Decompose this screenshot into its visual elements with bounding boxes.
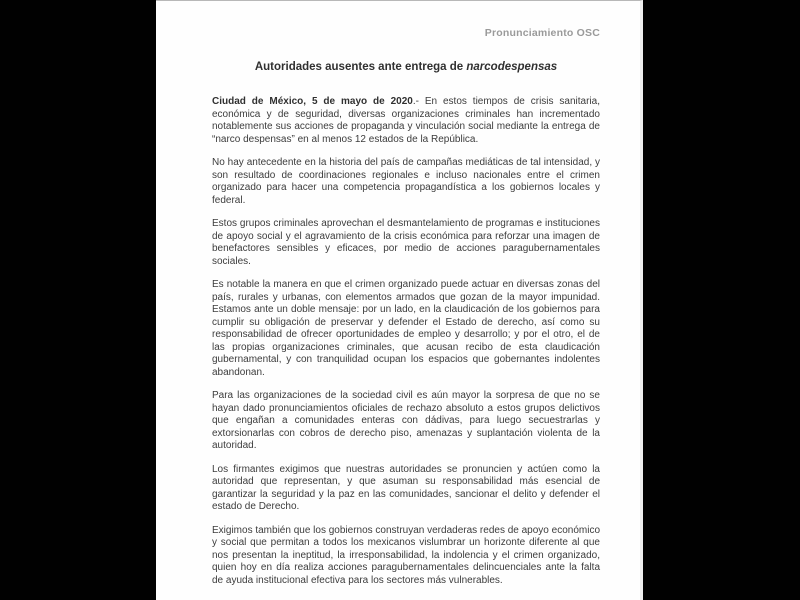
paragraph-intro-text: .- En estos tiempos de crisis sanitaria, económica y de seguridad, diversas organizaciones criminales han incrementado notablemente sus acciones de propaganda y vinculación social mediante la entrega de “narco despensas” en al menos 12 estados de la República.	[212, 96, 600, 145]
page-title	[212, 60, 600, 74]
paragraph-grupos-criminales: Estos grupos criminales aprovechan el desmantelamiento de programas e instituciones de apoyo social y el agravamiento de la crisis económica para reforzar una imagen de benefactores sensibles y eficaces, por medio de acciones paragubernamentales sociales.	[212, 218, 600, 267]
document-content	[156, 1, 640, 587]
document-header-label: Pronunciamiento OSC	[484, 27, 600, 39]
page-title-italic-term: narcodespensas	[466, 61, 558, 73]
paragraph-antecedente: No hay antecedente en la historia del país de campañas mediáticas de tal intensidad, y son resultado de coordinaciones regionales e incluso nacionales entre el crimen organizado para hacer una competencia propagandística a los gobiernos locales y federal.	[212, 157, 600, 206]
paragraph-intro	[212, 96, 600, 146]
paragraph-exigimos-tambien: Exigimos también que los gobiernos construyan verdaderas redes de apoyo económico y social que permitan a todos los mexicanos vislumbrar un horizonte diferente al que nos presentan la ineptitud, la irresponsabilidad, la indolencia y el crimen organizado, quien hoy en día realiza acciones paragubernamentales delincuenciales ante la falta de ayuda institucional efectiva para los sectores más vulnerables.	[212, 524, 601, 586]
page-title-text: Autoridades ausentes ante entrega de	[254, 61, 467, 73]
paragraph-intro-dateline: Ciudad de México, 5 de mayo de 2020	[212, 96, 413, 107]
paragraph-firmantes: Los firmantes exigimos que nuestras autoridades se pronuncien y actúen como la autoridad que representan, y que asuman su responsabilidad más esencial de garantizar la seguridad y la paz en las comunidades, sancionar el delito y defender el estado de Derecho.	[212, 463, 600, 512]
paragraph-doble-mensaje: Es notable la manera en que el crimen organizado puede actuar en diversas zonas del país, rurales y urbanas, con elementos armados que gozan de la mayor impunidad. Estamos ante un doble mensaje: por un lado, en la claudicación de los gobiernos para cumplir su obligación de preservar y defender el Estado de derecho, así como su responsabilidad de ofrecer oportunidades de empleo y desarrollo; y por el otro, el de las propias organizaciones criminales, que acusan recibo de esta claudicación gubernamental, y con tranquilidad ocupan los espacios que gobernantes indolentes abandonan.	[212, 279, 600, 378]
paragraph-sociedad-civil: Para las organizaciones de la sociedad civil es aún mayor la sorpresa de que no se hayan dado pronunciamientos oficiales de rechazo absoluto a estos grupos delictivos que engañan a comunidades enteras con dádivas, para luego secuestrarlas y extorsionarlas con cobros de derecho piso, amenazas y suplantación violenta de la autoridad.	[212, 390, 600, 451]
document-page	[156, 0, 643, 600]
